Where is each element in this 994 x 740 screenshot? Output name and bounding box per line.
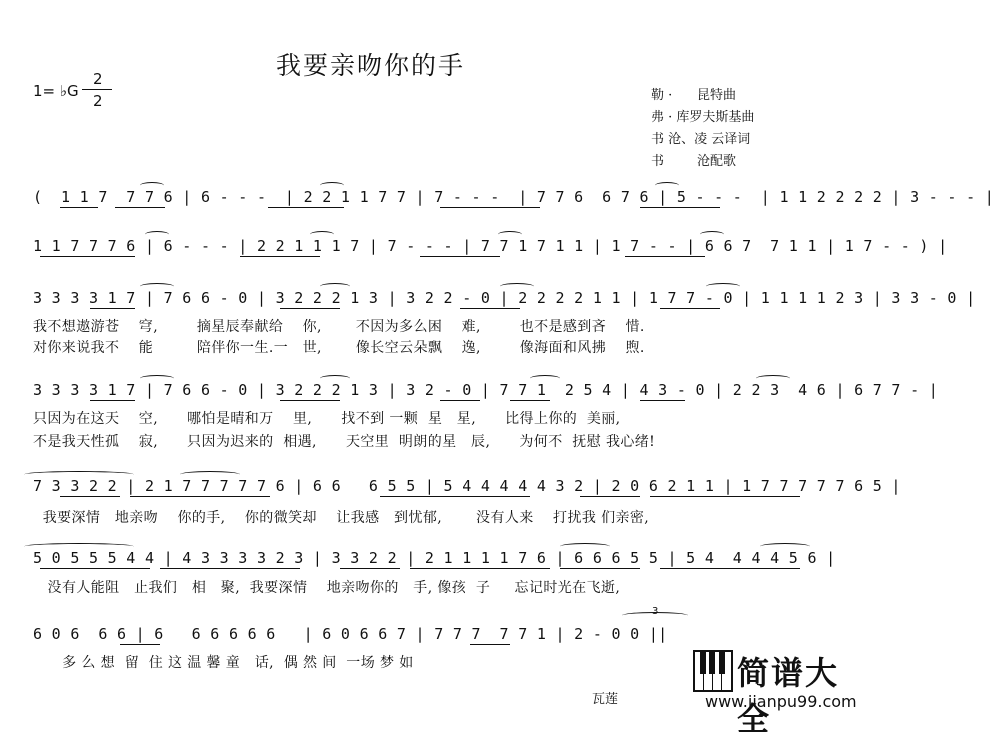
- beam: [130, 496, 270, 497]
- watermark-name: 简谱大全: [737, 654, 840, 738]
- beam: [660, 308, 720, 309]
- beam: [380, 496, 530, 497]
- beam: [470, 644, 510, 645]
- slur: [560, 543, 610, 550]
- notation-line-2: 1 1 7 7 7 6 | 6 - - - | 2 2 1 1 1 7 | 7 - - - | 7 7 1 7 1 1 | 1 7 - - | 6 6 7 7 1 1 | 1 7 - - ) |: [33, 237, 948, 255]
- beam: [60, 496, 120, 497]
- time-signature-numerator: 2: [93, 70, 103, 88]
- beam: [280, 308, 340, 309]
- beam: [580, 496, 640, 497]
- slur: [180, 471, 240, 478]
- slur: [320, 375, 350, 382]
- slur: [145, 231, 169, 238]
- credit-translators: 书 沧、凌 云译词: [651, 132, 751, 147]
- beam: [160, 568, 300, 569]
- slur: [498, 231, 522, 238]
- time-signature-divider: [82, 89, 112, 90]
- beam: [650, 496, 800, 497]
- beam: [640, 207, 720, 208]
- beam: [268, 207, 344, 208]
- slur: [140, 375, 174, 382]
- slur: [500, 283, 534, 290]
- notation-line-7: 6 0 6 6 6 | 6 6 6 6 6 6 | 6 0 6 6 7 | 7 7 7 7 7 1 | 2 - 0 0 ||: [33, 625, 668, 643]
- lyric-line-7: 多 么 想 留 住 这 温 馨 童 话, 偶 然 间 一场 梦 如: [33, 655, 414, 671]
- beam: [240, 256, 320, 257]
- credit-lyric-adapter: 书 沧配歌: [651, 154, 737, 169]
- notation-line-6: 5 0 5 5 5 4 4 | 4 3 3 3 3 2 3 | 3 3 2 2 | 2 1 1 1 1 7 6 | 6 6 6 5 5 | 5 4 4 4 4 5 6 |: [33, 549, 836, 567]
- tie: [24, 471, 134, 478]
- notation-line-1: ( 1 1 7 7 7 6 | 6 - - - | 2 2 1 1 7 7 | 7 - - - | 7 7 6 6 7 6 | 5 - - - | 1 1 2 2 2 2 | 3 - - - |: [33, 188, 994, 206]
- beam: [90, 308, 135, 309]
- beam: [560, 568, 640, 569]
- beam: [120, 644, 160, 645]
- lyric-line-3a: 我不想遨游苍 穹, 摘星辰奉献给 你, 不因为多么困 难, 也不是感到吝 惜.: [33, 319, 645, 335]
- beam: [440, 400, 480, 401]
- notation-line-3: 3 3 3 3 1 7 | 7 6 6 - 0 | 3 2 2 2 1 3 | 3 2 2 - 0 | 2 2 2 2 1 1 | 1 7 7 - 0 | 1 1 1 1 2 3 | 3 3 - 0 |: [33, 289, 976, 307]
- page-title: 我要亲吻你的手: [276, 51, 466, 80]
- beam: [60, 207, 98, 208]
- beam: [340, 568, 400, 569]
- notation-line-4: 3 3 3 3 1 7 | 7 6 6 - 0 | 3 2 2 2 1 3 | 3 2 - 0 | 7 7 1 2 5 4 | 4 3 - 0 | 2 2 3 4 6 | 6 7 7 - |: [33, 381, 939, 399]
- tuplet-arc: [622, 612, 688, 619]
- credit-composer: 勒 · 昆特曲: [651, 88, 737, 103]
- slur: [310, 231, 334, 238]
- lyric-line-4a: 只因为在这天 空, 哪怕是晴和万 里, 找不到 一颗 星 星, 比得上你的 美丽,: [33, 411, 621, 427]
- slur: [756, 375, 790, 382]
- slur: [320, 182, 344, 189]
- piano-keys-icon: [693, 650, 733, 692]
- arranger-signature: 瓦莲: [592, 692, 619, 707]
- beam: [115, 207, 165, 208]
- beam: [640, 400, 685, 401]
- slur: [706, 283, 740, 290]
- slur: [530, 375, 560, 382]
- slur: [140, 182, 164, 189]
- slur: [320, 283, 350, 290]
- slur: [655, 182, 679, 189]
- beam: [510, 400, 550, 401]
- slur: [760, 543, 810, 550]
- lyric-line-4b: 不是我天性孤 寂, 只因为迟来的 相遇, 天空里 明朗的星 辰, 为何不 抚慰 我心绪!: [33, 434, 656, 450]
- key-signature: 1= ♭G: [33, 82, 79, 100]
- beam: [440, 207, 540, 208]
- time-signature-denominator: 2: [93, 92, 103, 110]
- beam: [280, 400, 340, 401]
- beam: [420, 256, 500, 257]
- beam: [40, 568, 150, 569]
- lyric-line-5: 我要深情 地亲吻 你的手, 你的微笑却 让我感 到忧郁, 没有人来 打扰我 们亲密,: [33, 510, 650, 526]
- credit-arranger: 弗 · 库罗夫斯基曲: [651, 110, 755, 125]
- slur: [140, 283, 174, 290]
- beam: [40, 256, 135, 257]
- tie: [24, 543, 134, 550]
- tuplet-mark: 3: [652, 606, 659, 617]
- beam: [460, 308, 520, 309]
- beam: [410, 568, 550, 569]
- beam: [660, 568, 800, 569]
- beam: [625, 256, 705, 257]
- notation-line-5: 7 3 3 2 2 | 2 1 7 7 7 7 7 6 | 6 6 6 5 5 | 5 4 4 4 4 4 3 2 | 2 0 6 2 1 1 | 1 7 7 7 7 7 6 5 |: [33, 477, 901, 495]
- watermark: [685, 644, 857, 738]
- beam: [90, 400, 135, 401]
- slur: [700, 231, 724, 238]
- lyric-line-6: 没有人能阻 止我们 相 聚, 我要深情 地亲吻你的 手, 像孩 子 忘记时光在飞逝,: [33, 580, 621, 596]
- lyric-line-3b: 对你来说我不 能 陪伴你一生.一 世, 像长空云朵飘 逸, 像海面和风拂 煦.: [33, 340, 645, 356]
- watermark-url: www.jianpu99.com: [705, 692, 857, 711]
